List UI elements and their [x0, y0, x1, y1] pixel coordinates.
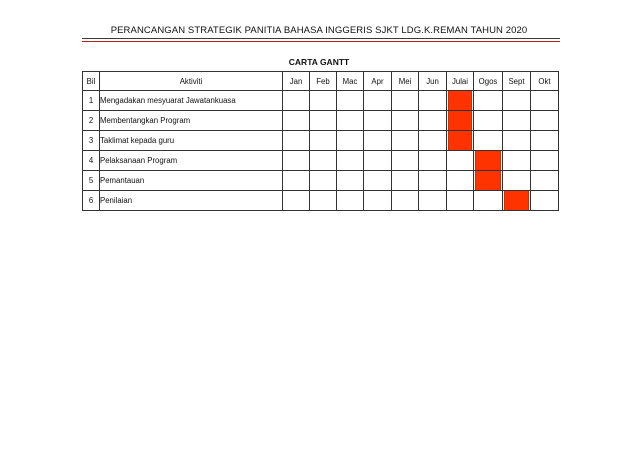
month-cell-ogos [474, 91, 503, 111]
month-cell-mac [337, 91, 364, 111]
month-cell-sept [503, 131, 531, 151]
header-aktiviti: Aktiviti [100, 72, 283, 91]
chart-subtitle: CARTA GANTT [288, 57, 350, 67]
month-cell-jun [419, 171, 447, 191]
month-cell-jan [283, 91, 310, 111]
header-rule-red [82, 41, 560, 42]
month-cell-feb [310, 171, 337, 191]
activity-name: Penilaian [100, 191, 283, 211]
month-cell-ogos [474, 131, 503, 151]
month-cell-ogos [474, 171, 503, 191]
month-cell-feb [310, 151, 337, 171]
row-number: 6 [83, 191, 100, 211]
month-cell-okt [531, 111, 559, 131]
header-month-ogos: Ogos [474, 72, 503, 91]
table-row [83, 111, 559, 131]
header-month-feb: Feb [310, 72, 337, 91]
row-number: 1 [83, 91, 100, 111]
month-cell-mei [392, 151, 419, 171]
month-cell-jan [283, 171, 310, 191]
month-cell-sept [503, 91, 531, 111]
month-cell-okt [531, 131, 559, 151]
row-number: 3 [83, 131, 100, 151]
month-cell-ogos [474, 151, 503, 171]
month-cell-sept [503, 171, 531, 191]
month-cell-mac [337, 191, 364, 211]
table-row [83, 91, 559, 111]
month-cell-jun [419, 111, 447, 131]
month-cell-mei [392, 91, 419, 111]
month-cell-jun [419, 151, 447, 171]
month-cell-sept [503, 111, 531, 131]
activity-name: Mengadakan mesyuarat Jawatankuasa [100, 91, 283, 111]
month-cell-apr [364, 91, 392, 111]
month-cell-mac [337, 171, 364, 191]
month-cell-okt [531, 91, 559, 111]
table-row [83, 131, 559, 151]
header-month-jun: Jun [419, 72, 447, 91]
table-row [83, 151, 559, 171]
activity-name: Membentangkan Program [100, 111, 283, 131]
month-cell-mei [392, 111, 419, 131]
month-cell-sept [503, 151, 531, 171]
month-cell-julai [447, 91, 474, 111]
month-cell-jan [283, 191, 310, 211]
month-cell-okt [531, 171, 559, 191]
month-cell-jun [419, 131, 447, 151]
gantt-body [83, 91, 559, 211]
month-cell-feb [310, 91, 337, 111]
month-cell-feb [310, 111, 337, 131]
gantt-bar [448, 91, 472, 111]
month-cell-mei [392, 171, 419, 191]
header-bil: Bil [83, 72, 100, 91]
month-cell-jan [283, 151, 310, 171]
month-cell-mac [337, 131, 364, 151]
month-cell-feb [310, 131, 337, 151]
month-cell-jun [419, 91, 447, 111]
header-month-mac: Mac [337, 72, 364, 91]
activity-name: Pemantauan [100, 171, 283, 191]
month-cell-julai [447, 151, 474, 171]
gantt-bar [448, 131, 472, 151]
header-rule-dark [82, 38, 560, 39]
table-row [83, 191, 559, 211]
activity-name: Taklimat kepada guru [100, 131, 283, 151]
month-cell-mac [337, 111, 364, 131]
row-number: 2 [83, 111, 100, 131]
month-cell-ogos [474, 191, 503, 211]
month-cell-mac [337, 151, 364, 171]
month-cell-sept [503, 191, 531, 211]
header-month-julai: Julai [447, 72, 474, 91]
month-cell-jan [283, 131, 310, 151]
gantt-bar [475, 171, 501, 191]
month-cell-jun [419, 191, 447, 211]
page-header-title: PERANCANGAN STRATEGIK PANITIA BAHASA INGGERIS SJKT LDG.K.REMAN TAHUN 2020 [110, 25, 528, 36]
month-cell-ogos [474, 111, 503, 131]
gantt-bar [504, 191, 529, 211]
month-cell-julai [447, 111, 474, 131]
gantt-table [82, 71, 559, 211]
month-cell-okt [531, 191, 559, 211]
month-cell-jan [283, 111, 310, 131]
header-month-okt: Okt [531, 72, 559, 91]
month-cell-julai [447, 191, 474, 211]
table-row [83, 171, 559, 191]
activity-name: Pelaksanaan Program [100, 151, 283, 171]
month-cell-apr [364, 191, 392, 211]
month-cell-julai [447, 171, 474, 191]
row-number: 5 [83, 171, 100, 191]
month-cell-feb [310, 191, 337, 211]
month-cell-mei [392, 191, 419, 211]
month-cell-apr [364, 151, 392, 171]
row-number: 4 [83, 151, 100, 171]
month-cell-julai [447, 131, 474, 151]
month-cell-apr [364, 131, 392, 151]
header-month-jan: Jan [283, 72, 310, 91]
gantt-header-row [83, 72, 559, 91]
header-month-sept: Sept [503, 72, 531, 91]
header-month-mei: Mei [392, 72, 419, 91]
month-cell-apr [364, 111, 392, 131]
header-month-apr: Apr [364, 72, 392, 91]
month-cell-okt [531, 151, 559, 171]
month-cell-mei [392, 131, 419, 151]
gantt-bar [475, 151, 501, 171]
gantt-bar [448, 111, 472, 131]
month-cell-apr [364, 171, 392, 191]
